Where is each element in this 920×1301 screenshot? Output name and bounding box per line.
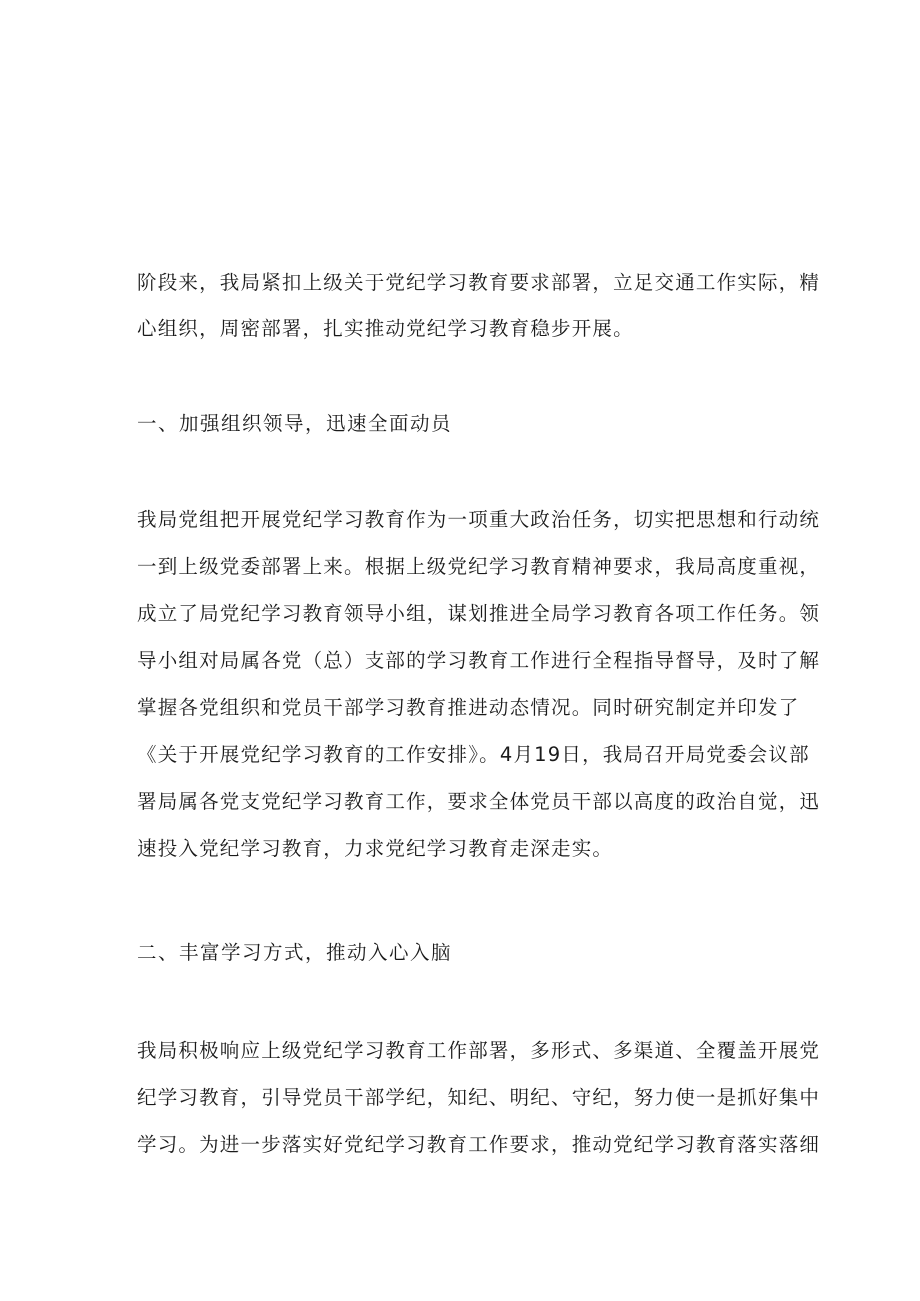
section-1-line-6: 《关于开展党纪学习教育的工作安排》。4月19日，我局召开局党委会议部 [137, 743, 810, 766]
intro-line-2: 心组织，周密部署，扎实推动党纪学习教育稳步开展。 [137, 317, 634, 340]
section-2-line-3: 学习。为进一步落实好党纪学习教育工作要求，推动党纪学习教育落实落细 [137, 1133, 821, 1156]
section-1-line-5: 掌握各党组织和党员干部学习教育推进动态情况。同时研究制定并印发了 [137, 696, 800, 719]
intro-line-1: 阶段来，我局紧扣上级关于党纪学习教育要求部署，立足交通工作实际，精 [137, 271, 821, 294]
section-1-heading: 一、加强组织领导，迅速全面动员 [137, 412, 453, 435]
section-1-line-1: 我局党组把开展党纪学习教育作为一项重大政治任务，切实把思想和行动统 [137, 508, 821, 531]
section-2-heading: 二、丰富学习方式，推动入心入脑 [137, 941, 453, 964]
section-1-line-3: 成立了局党纪学习教育领导小组，谋划推进全局学习教育各项工作任务。领 [137, 602, 821, 625]
section-1-line-4: 导小组对局属各党（总）支部的学习教育工作进行全程指导督导，及时了解 [137, 649, 821, 672]
section-1-line-2: 一到上级党委部署上来。根据上级党纪学习教育精神要求，我局高度重视， [137, 555, 821, 578]
section-1-line-8: 速投入党纪学习教育，力求党纪学习教育走深走实。 [137, 837, 614, 860]
section-2-line-2: 纪学习教育，引导党员干部学纪，知纪、明纪、守纪，努力使一是抓好集中 [137, 1086, 821, 1109]
section-2-line-1: 我局积极响应上级党纪学习教育工作部署，多形式、多渠道、全覆盖开展党 [137, 1039, 821, 1062]
section-1-line-7: 署局属各党支党纪学习教育工作，要求全体党员干部以高度的政治自觉，迅 [137, 790, 821, 813]
